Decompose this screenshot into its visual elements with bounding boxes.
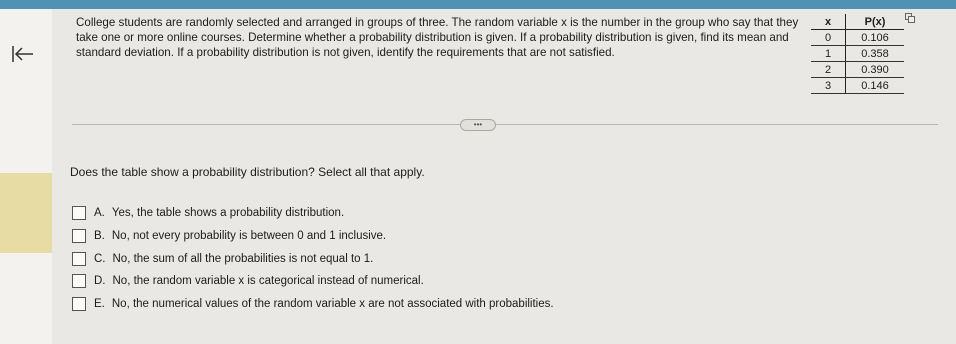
option-label: No, the numerical values of the random variable x are not associated with probabilities. bbox=[111, 298, 554, 311]
checkbox[interactable] bbox=[72, 229, 86, 243]
checkbox[interactable] bbox=[72, 274, 86, 288]
table-row bbox=[811, 30, 904, 46]
option-letter: E. bbox=[94, 298, 105, 311]
answer-options bbox=[72, 202, 554, 316]
cell-px: 0.146 bbox=[846, 78, 905, 94]
copy-icon[interactable] bbox=[905, 13, 915, 23]
option-label: Yes, the table shows a probability distribution. bbox=[111, 207, 345, 219]
more-button[interactable]: ••• bbox=[460, 119, 496, 131]
question-highlight bbox=[0, 173, 52, 253]
option-label: No, the sum of all the probabilities is not equal to 1. bbox=[112, 252, 374, 265]
option-c[interactable] bbox=[72, 248, 554, 270]
cell-x: 3 bbox=[811, 78, 846, 94]
prompt-text: Does the table show a probability distribution? Select all that apply. bbox=[70, 165, 425, 179]
cell-px: 0.390 bbox=[846, 62, 905, 78]
cell-px: 0.358 bbox=[846, 46, 905, 62]
cell-px: 0.106 bbox=[846, 30, 905, 46]
option-label: No, the random variable x is categorical instead of numerical. bbox=[112, 275, 424, 288]
header-x: x bbox=[811, 14, 846, 30]
option-d[interactable] bbox=[72, 270, 554, 292]
table-header-row bbox=[811, 14, 904, 30]
probability-table bbox=[811, 14, 904, 94]
table-row bbox=[811, 78, 904, 94]
cell-x: 1 bbox=[811, 46, 846, 62]
top-bar bbox=[0, 0, 956, 9]
option-letter: D. bbox=[94, 275, 106, 288]
option-a[interactable] bbox=[72, 202, 554, 224]
option-label: No, not every probability is between 0 and 1 inclusive. bbox=[111, 229, 387, 242]
table-row bbox=[811, 46, 904, 62]
back-arrow-icon[interactable] bbox=[11, 44, 35, 64]
option-letter: A. bbox=[94, 207, 105, 219]
cell-x: 0 bbox=[811, 30, 846, 46]
table-row bbox=[811, 62, 904, 78]
question-text: College students are randomly selected and arranged in groups of three. The random variable x is the number in the group who say that they take one or more online courses. Determine whether a probability distribution is given. If a probability distribution is given, find its mean and standard deviation. If a probability distribution is not given, identify the requirements that are not satisfied. bbox=[76, 16, 799, 59]
header-px: P(x) bbox=[846, 14, 905, 30]
option-b[interactable] bbox=[72, 225, 554, 247]
checkbox[interactable] bbox=[72, 206, 86, 220]
option-letter: B. bbox=[94, 229, 105, 242]
cell-x: 2 bbox=[811, 62, 846, 78]
option-e[interactable] bbox=[72, 293, 554, 315]
section-divider bbox=[72, 124, 938, 125]
checkbox[interactable] bbox=[72, 297, 86, 311]
option-letter: C. bbox=[94, 252, 106, 265]
checkbox[interactable] bbox=[72, 252, 86, 266]
